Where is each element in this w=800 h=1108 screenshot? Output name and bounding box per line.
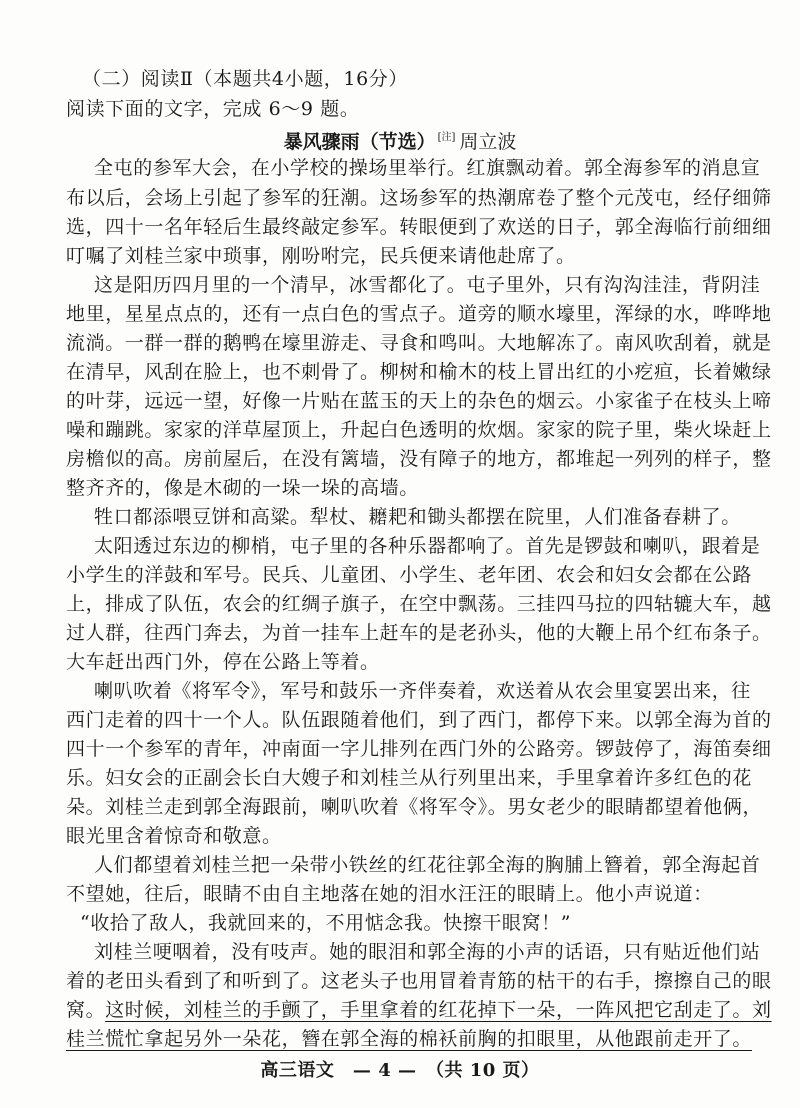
text-line: 喇叭吹着《将军令》，军号和鼓乐一齐伴奏着，欢送着从农会里宴罢出来，往 (94, 680, 751, 702)
text-line: 过人群，往西门奔去，为首一挂车上赶车的是老孙头，他的大鞭上吊个红布条子。 (66, 622, 772, 644)
text-line: 人们都望着刘桂兰把一朵带小铁丝的红花往郭全海的胸脯上簪着，郭全海起首 (94, 854, 761, 876)
text-line: 西门走着的四十一个人。队伍跟随着他们，到了西门，都停下来。以郭全海为首的 (66, 709, 772, 731)
text-line: 全屯的参军大会，在小学校的操场里举行。红旗飘动着。郭全海参军的消息宣 (94, 157, 761, 179)
text-line: 乐。妇女会的正副会长白大嫂子和刘桂兰从行列里出来，手里拿着许多红色的花 (66, 767, 753, 789)
text-line: 朵。刘桂兰走到郭全海跟前，喇叭吹着《将军令》。男女老少的眼睛都望着他俩， (66, 796, 763, 818)
article-title: 暴风骤雨（节选） (283, 131, 436, 153)
text-line: 噪和蹦跳。家家的洋草屋顶上，升起白色透明的炊烟。家家的院子里，柴火垛赶上 (66, 419, 772, 441)
text-line: “收拾了敌人，我就回来的，不用惦念我。快擦干眼窝！” (80, 912, 572, 934)
article-author: 周立波 (459, 131, 517, 153)
text-line: 上，排成了队伍，农会的红绸子旗子，在空中飘荡。三挂四马拉的四轱辘大车，越 (66, 593, 772, 615)
text-line: 牲口都添喂豆饼和高粱。犁杖、耱耙和锄头都摆在院里，人们准备春耕了。 (94, 506, 741, 528)
text-line: 四十一个参军的青年，冲南面一字儿排列在西门外的公路旁。锣鼓停了，海笛奏细 (66, 738, 772, 760)
text-line: 地里，星星点点的，还有一点白色的雪点子。道旁的顺水壕里，浑绿的水，哗哗地 (66, 303, 772, 325)
article-title-block (0, 125, 800, 155)
text-line: 房檐似的高。房前屋后，在没有篱墙，没有障子的地方，都堆起一列列的样子，整 (66, 448, 772, 470)
text-line: 大车赶出西门外，停在公路上等着。 (66, 651, 380, 673)
text-line: 的叶芽，远远一望，好像一片贴在蓝玉的天上的杂色的烟云。小家雀子在枝头上啼 (66, 390, 772, 412)
text-line: 整齐齐的，像是木砌的一垛一垛的高墙。 (66, 477, 419, 499)
text-line: 刘桂兰哽咽着，没有吱声。她的眼泪和郭全海的小声的话语，只有贴近他们站 (94, 941, 761, 963)
section-heading: （二）阅读Ⅱ（本题共4小题，16分） (82, 68, 408, 90)
underlined-text: 桂兰慌忙拿起另外一朵花，簪在郭全海的棉袄前胸的扣眼里，从他跟前走开了。 (66, 1028, 753, 1050)
text-line: 着的老田头看到了和听到了。这老头子也用冒着青筋的枯干的右手，擦擦自己的眼 (66, 970, 772, 992)
text-fragment: 窝。 (66, 999, 106, 1021)
section-instruction: 阅读下面的文字，完成 6～9 题。 (66, 98, 360, 120)
text-line: 布以后，会场上引起了参军的狂潮。这场参军的热潮席卷了整个元茂屯，经仔细筛 (66, 187, 772, 209)
text-line: 这是阳历四月里的一个清早，冰雪都化了。屯子里外，只有沟沟洼洼，背阴洼 (94, 274, 761, 296)
text-line: 小学生的洋鼓和军号。民兵、儿童团、小学生、老年团、农会和妇女会都在公路 (66, 564, 753, 586)
text-line: 太阳透过东边的柳梢，屯子里的各种乐器都响了。首先是锣鼓和喇叭，跟着是 (94, 535, 761, 557)
underlined-text: 这时候，刘桂兰的手颤了，手里拿着的红花掉下一朵，一阵风把它刮走了。刘 (105, 999, 772, 1021)
text-line (66, 997, 772, 1023)
text-line: 眼光里含着惊奇和敬意。 (66, 825, 282, 847)
text-line: 在清早，风刮在脸上，也不刺骨了。柳树和榆木的枝上冒出红的小疙疸，长着嫩绿 (66, 361, 772, 383)
article-note-mark: [注] (437, 132, 456, 143)
text-line: 流淌。一群一群的鹅鸭在壕里游走、寻食和鸣叫。大地解冻了。南风吹刮着，就是 (66, 332, 772, 354)
text-line: 选，四十一名年轻后生最终敲定参军。转眼便到了欢送的日子，郭全海临行前细细 (66, 216, 772, 238)
text-line: 叮嘱了刘桂兰家中琐事，刚吩咐完，民兵便来请他赴席了。 (66, 245, 576, 267)
text-line: 不望她，往后，眼睛不由自主地落在她的泪水汪汪的眼睛上。他小声说道： (66, 883, 713, 905)
page-footer: 高三语文 — 4 — （共 10 页） (260, 1060, 540, 1081)
